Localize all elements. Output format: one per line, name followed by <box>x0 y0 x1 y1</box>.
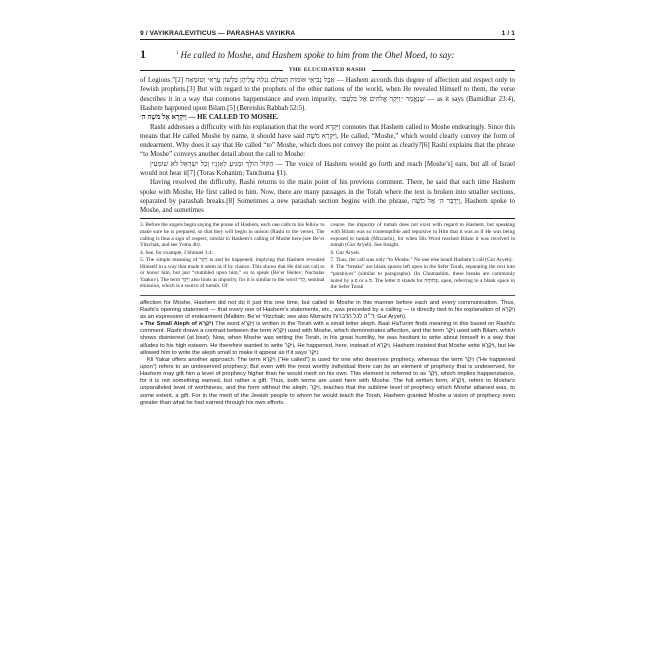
insight-bullet-icon: ◂ <box>140 321 143 328</box>
insight-heading: The Small Aleph of וַיִּקְרָא <box>144 321 214 328</box>
banner-rule-left <box>140 70 283 71</box>
rashi-paragraph: הַקּוֹל הוֹלֵךְ וּמַגִּיעַ לְאָזְנָיו וְכָל יִשְׂרָאֵל לֹא שׁוֹמְעִין — The voice of Hashem would go forth and reach [Moshe’s] ears, but all of Israel would not hear it[7] (Toras Kohanim; Tanchuma §1). <box>140 159 516 177</box>
rashi-commentary <box>140 76 515 215</box>
footnotes-left-column <box>140 222 325 291</box>
footnote: 6. Gur Aryeh. <box>330 249 360 256</box>
footnote: 8. The “breaks” are blank spaces left open in the Sefer Torah, separating the text into “parshiyos” (similar to paragraphs). (In Chumashim, these breaks are commonly noted by a פ or a ס. The letter פ stands for פְּתוּחָה, open, referring to a blank space in the Sefer Torah <box>330 264 515 291</box>
footnotes-right-column <box>331 222 516 291</box>
insight-section <box>140 321 515 357</box>
verse-number: 1 <box>140 47 146 61</box>
footnotes <box>140 222 515 291</box>
insight-body-continued: Kli Yakar offers another approach. The term וַיִּקְרָא (“He called”) is used for one who deserves prophecy, whereas the term וַיִּקָּר (“He happened upon”) refers to an undeserved prophecy. But even with the most worthy individual there can be an element of prophecy that is undeserved, for Hashem may gift him a level of prophecy higher than he would merit on his own. This element is referred to as וַיִּקָּר, which implies happenstance, for it is not something earned, but rather a gift. Thus, both terms are used here with Moshe. The full written form, וַיִּקְרָא, refers to Moshe’s unparalleled level of worthiness, and the form without the aleph, וַיִּקָּר, teaches that the sublime level of prophecy which Moshe attained was, to some extent, a gift. For in the merit of the Jewish people to whom he would teach the Torah, Hashem granted Moshe a vision of prophecy even greater than what he had earned through his own efforts. <box>140 356 515 406</box>
page-number: 1 / 1 <box>501 30 515 37</box>
footnote: 7. Thus, the call was only “to Moshe.” No one else heard Hashem’s call (Gur Aryeh). <box>330 257 513 264</box>
insight-commentary <box>140 300 515 407</box>
footnote: 3. Before the angels begin saying the praise of Hashem, each one calls to his fellow to make sure he is prepared, so that they will begin in unison (Rashi to the verse). The calling is thus a sign of respect, similar to Hashem’s calling of Moshe here (see Be’er Yitzchak, and see Yoma 4b). <box>140 222 325 249</box>
verse-translation: He called to Moshe, and Hashem spoke to him from the Ohel Moed, to say: <box>180 50 455 61</box>
footnote: 4. See, for example, I Shmuel 3:4. <box>140 249 214 256</box>
banner-label: THE ELUCIDATED RASHI <box>288 67 367 74</box>
verse-superscript: 1 <box>176 51 179 56</box>
insight-body: The word וַיִּקְרָא is written in the Torah with a small letter aleph. Baal HaTurim finds meaning in this based on Rashi’s comment. Rashi draws a contrast between the term וַיִּקְרָא used with Moshe, which demonstrates affection, and the term וַיִּקָּר used with Bilam, which shows disinterest (at best). Now, when Moshe was writing the Torah, in his great humility, he was hesitant to write about himself in a way that alludes to his high esteem. He therefore wanted to write וַיִּקָּר, He happened, here, instead of וַיִּקְרָא. Hashem insisted that Moshe write וַיִּקְרָא, but He allowed him to write the aleph small to make it appear as if it says וַיִּקָּר. <box>140 321 516 356</box>
verse <box>140 48 515 61</box>
verse-text <box>176 48 515 61</box>
rashi-heading: וַיִּקְרָא אֶל מֹשֶׁה ה׳ — HE CALLED TO MOSHE. <box>140 113 279 122</box>
rashi-paragraph: Rashi addresses a difficulty with his explanation that the word וַיִּקְרָא connotes that Hashem called to Moshe endearingly. Since this means that He called Moshe by name, it should have said וַיִּקְרָא מֹשֶׁה, He called, “Moshe,” which would clearly convey the form of endearment. Why does it say that He called “to” Moshe, which does not convey the point as clearly?[6] Rashi explains that the phrase “to Moshe” conveys another detail about the call to Moshe: <box>140 122 515 159</box>
book-page <box>140 30 515 642</box>
footnote: course, the impurity of tumah does not exist with regard to Hashem, but speaking with Bilam was so contemptible and repulsive to Him that it was as if He was being exposed to tumah (Mizrachi), for when His Word reached Bilam it was received in tumah (Gur Aryeh). See Insight. <box>330 222 515 249</box>
rashi-paragraph: of Legions.”[2] אֲבָל נְבִיאֵי אוּמוֹת הָעוֹלָם נִגְלָה עֲלֵיהֶן בְּלָשׁוֹן עֲרַאי וְטוּמְאָה — Hashem accords this degree of affection and respect only to Jewish prophets.[3] But with regard to the prophets of the other nations of the world, when He revealed Himself to them, the verse describes it in a way that connotes happenstance and even impurity, שֶׁנֶּאֱמַר ״וַיִּקָּר אֱלֹהִים אֶל בִּלְעָם״ — as it says (Bamidbar 23:4), Hashem happened upon Bilam.[5] (Bereishis Rabbah 52:5). <box>140 76 516 112</box>
running-head <box>140 30 515 40</box>
insight-intro: affection for Moshe, Hashem did not do it just this one time, but called to Moshe in this manner before each and every communication. Thus, Rashi’s opening statement — that every one of Hashem’s statements, etc., was preceded by a calling — is directly tied to his explanation of וַיִּקְרָא as an expression of endearment (Malbim; Be’er Yitzchak; see also Mizrachi ד״ה לכל הדברות; Gur Aryeh). <box>140 299 515 320</box>
banner-rule-right <box>372 70 515 71</box>
insight-divider <box>140 295 515 298</box>
rashi-paragraph: Having resolved the difficulty, Rashi returns to the main point of his previous comment. There, he said that each time Hashem spoke with Moshe, He first called to him. Now, there are many passages in the Torah where the text is broken into smaller sections, separated by parashah breaks.[8] Sometimes a new parashah section begins with the phrase, וַיְדַבֵּר ה׳ אֶל מֹשֶׁה, Hashem spoke to Moshe, and sometimes <box>140 178 515 215</box>
footnote-divider <box>140 218 515 219</box>
section-banner <box>140 67 515 73</box>
running-head-title: 9 / VAYIKRA/LEVITICUS — PARASHAS VAYIKRA <box>140 30 296 37</box>
footnote: 5. The simple meaning of וַיִּקָּר is and he happened, implying that Hashem revealed Himself in a way that made it seem as if by chance. This shows that He did not call to or honor him, but just “stumbled upon him,” so to speak (Be’er Heitev; Nachalas Yaakov). The term וַיִּקָּר also hints at impurity, for it is similar to the word קֶרִי, seminal emission, which is a source of tumah. Of <box>140 257 325 290</box>
